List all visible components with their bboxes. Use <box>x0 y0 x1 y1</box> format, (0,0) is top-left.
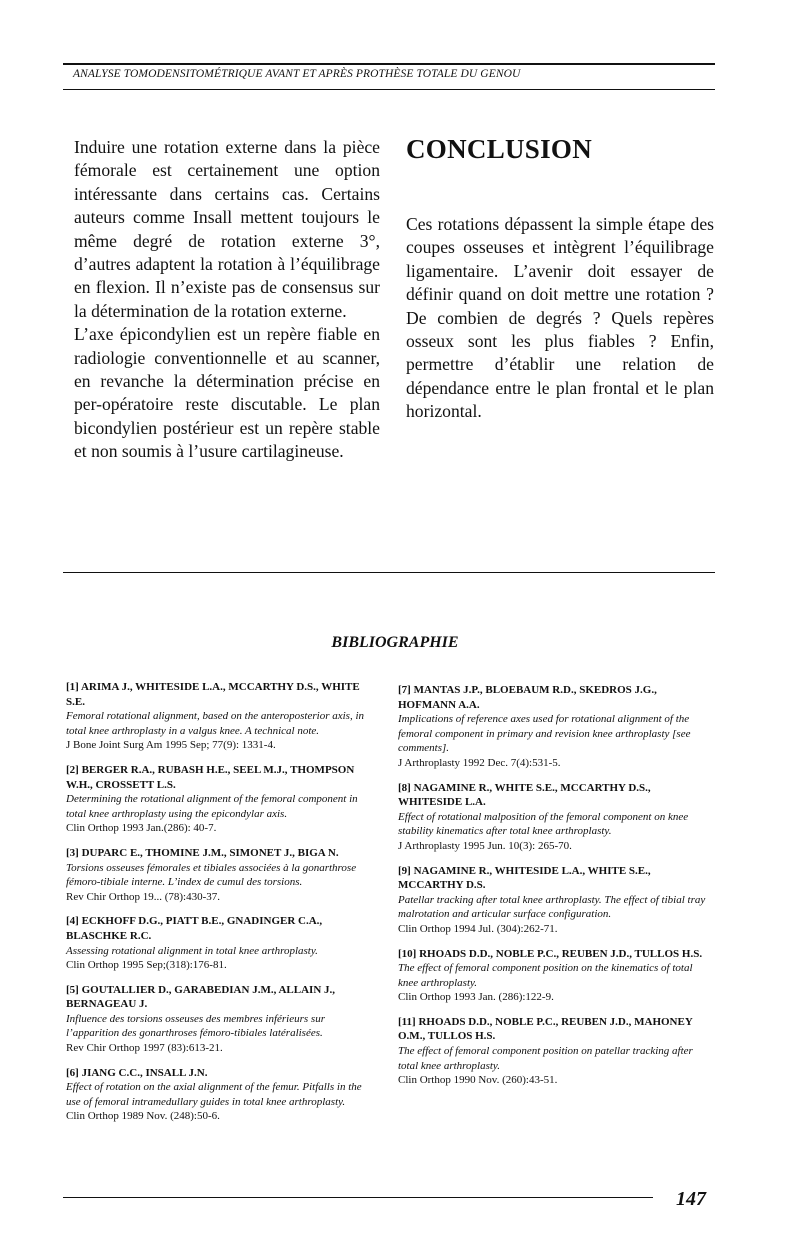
reference-authors: [2] BERGER R.A., RUBASH H.E., SEEL M.J., THOMPSON W.H., CROSSETT L.S. <box>66 763 355 791</box>
reference-item <box>398 947 712 1005</box>
reference-title: Assessing rotational alignment in total knee arthroplasty. <box>66 944 318 957</box>
reference-authors: [5] GOUTALLIER D., GARABEDIAN J.M., ALLAIN J., BERNAGEAU J. <box>66 983 336 1011</box>
reference-source: Rev Chir Orthop 1997 (83):613-21. <box>66 1042 223 1055</box>
reference-authors: [3] DUPARC E., THOMINE J.M., SIMONET J., BIGA N. <box>66 846 339 859</box>
footer-rule <box>63 1197 653 1198</box>
bibliography-heading: BIBLIOGRAPHIE <box>331 634 459 651</box>
reference-title: Influence des torsions osseuses des membres inférieurs sur l’apparition des gonarthroses fémoro-tibiales latéralisées. <box>66 1012 325 1040</box>
reference-authors: [6] JIANG C.C., INSALL J.N. <box>66 1066 208 1079</box>
reference-item <box>66 846 374 904</box>
reference-item <box>66 763 374 836</box>
reference-title: Determining the rotational alignment of the femoral component in total knee arthroplasty using the epicondylar axis. <box>66 793 358 820</box>
header-bottom-rule <box>63 89 715 90</box>
reference-source: J Bone Joint Surg Am 1995 Sep; 77(9): 1331-4. <box>66 739 276 752</box>
reference-title: Effect of rotation on the axial alignment of the femur. Pitfalls in the use of femoral intramedullary guides in total knee arthroplasty. <box>66 1081 362 1108</box>
running-header: ANALYSE TOMODENSITOMÉTRIQUE AVANT ET APRÈS PROTHÈSE TOTALE DU GENOU <box>73 68 521 80</box>
reference-item <box>66 983 374 1056</box>
reference-title: Femoral rotational alignment, based on the anteroposterior axis, in total knee arthroplasty in a valgus knee. A technical note. <box>66 710 364 737</box>
reference-authors: [10] RHOADS D.D., NOBLE P.C., REUBEN J.D., TULLOS H.S. <box>398 947 703 960</box>
paragraph: Induire une rotation externe dans la pièce fémorale est certainement une option intéressante dans certains cas. Certains auteurs comme Insall mettent toujours le même degré de rotation externe 3°, d’autres adaptent la rotation à l’équilibrage en flexion. Il n’existe pas de consensus sur la détermination de la rotation externe. <box>74 137 380 321</box>
reference-item <box>66 914 374 972</box>
reference-authors: [11] RHOADS D.D., NOBLE P.C., REUBEN J.D., MAHONEY O.M., TULLOS H.S. <box>398 1015 693 1043</box>
reference-source: Rev Chir Orthop 19... (78):430-37. <box>66 890 220 903</box>
header-top-rule <box>63 63 715 65</box>
reference-item <box>66 1066 374 1124</box>
reference-item <box>398 781 712 854</box>
reference-source: Clin Orthop 1995 Sep;(318):176-81. <box>66 959 227 972</box>
section-divider <box>63 572 715 573</box>
bibliography-left-column <box>66 680 374 1134</box>
reference-item <box>66 680 374 753</box>
reference-title: Patellar tracking after total knee arthroplasty. The effect of tibial tray malrotation and articular surface configuration. <box>398 893 706 921</box>
bibliography-right-column <box>398 683 712 1098</box>
reference-source: J Arthroplasty 1992 Dec. 7(4):531-5. <box>398 756 561 769</box>
reference-source: J Arthroplasty 1995 Jun. 10(3): 265-70. <box>398 839 572 852</box>
reference-title: Implications of reference axes used for rotational alignment of the femoral component in primary and revision knee arthroplasty [see comments]. <box>398 713 691 755</box>
reference-title: The effect of femoral component position on the kinematics of total knee arthroplasty. <box>398 962 693 989</box>
reference-item <box>398 1015 712 1088</box>
conclusion-heading: CONCLUSION <box>406 134 593 164</box>
reference-source: Clin Orthop 1993 Jan. (286):122-9. <box>398 991 554 1004</box>
reference-title: Effect of rotational malposition of the femoral component on knee stability kinematics after total knee arthroplasty. <box>398 810 689 838</box>
paragraph: Ces rotations dépassent la simple étape des coupes osseuses et intègrent l’équilibrage ligamentaire. L’avenir doit essayer de définir quand on doit mettre une rotation ? De combien de degrés ? Quels repères osseux sont les plus fiables ? Enfin, permettre d’établir une relation de dépendance entre le plan frontal et le plan horizontal. <box>406 214 714 422</box>
reference-authors: [7] MANTAS J.P., BLOEBAUM R.D., SKEDROS J.G., HOFMANN A.A. <box>398 684 657 711</box>
page-number: 147 <box>676 1188 706 1210</box>
reference-title: The effect of femoral component position on patellar tracking after total knee arthroplasty. <box>398 1045 693 1072</box>
reference-authors: [4] ECKHOFF D.G., PIATT B.E., GNADINGER C.A., BLASCHKE R.C. <box>66 915 323 942</box>
reference-authors: [8] NAGAMINE R., WHITE S.E., MCCARTHY D.S., WHITESIDE L.A. <box>398 781 651 809</box>
reference-authors: [9] NAGAMINE R., WHITESIDE L.A., WHITE S.E., MCCARTHY D.S. <box>398 864 651 892</box>
reference-source: Clin Orthop 1993 Jan.(286): 40-7. <box>66 822 217 835</box>
reference-authors: [1] ARIMA J., WHITESIDE L.A., MCCARTHY D.S., WHITE S.E. <box>66 681 360 708</box>
reference-item <box>398 683 712 771</box>
conclusion-text <box>406 213 714 424</box>
reference-title: Torsions osseuses fémorales et tibiales associées à la gonarthrose fémoro-tibiale interne. L’index de cumul des torsions. <box>66 861 357 889</box>
reference-source: Clin Orthop 1994 Jul. (304):262-71. <box>398 922 558 935</box>
reference-item <box>398 864 712 937</box>
left-column <box>74 136 380 464</box>
reference-source: Clin Orthop 1990 Nov. (260):43-51. <box>398 1074 558 1087</box>
paragraph: L’axe épicondylien est un repère fiable en radiologie conventionnelle et au scanner, en revanche la détermination précise en per-opératoire reste discutable. Le plan bicondylien postérieur est un repère stable et non soumis à l’usure cartilagineuse. <box>74 324 380 462</box>
reference-source: Clin Orthop 1989 Nov. (248):50-6. <box>66 1110 220 1123</box>
